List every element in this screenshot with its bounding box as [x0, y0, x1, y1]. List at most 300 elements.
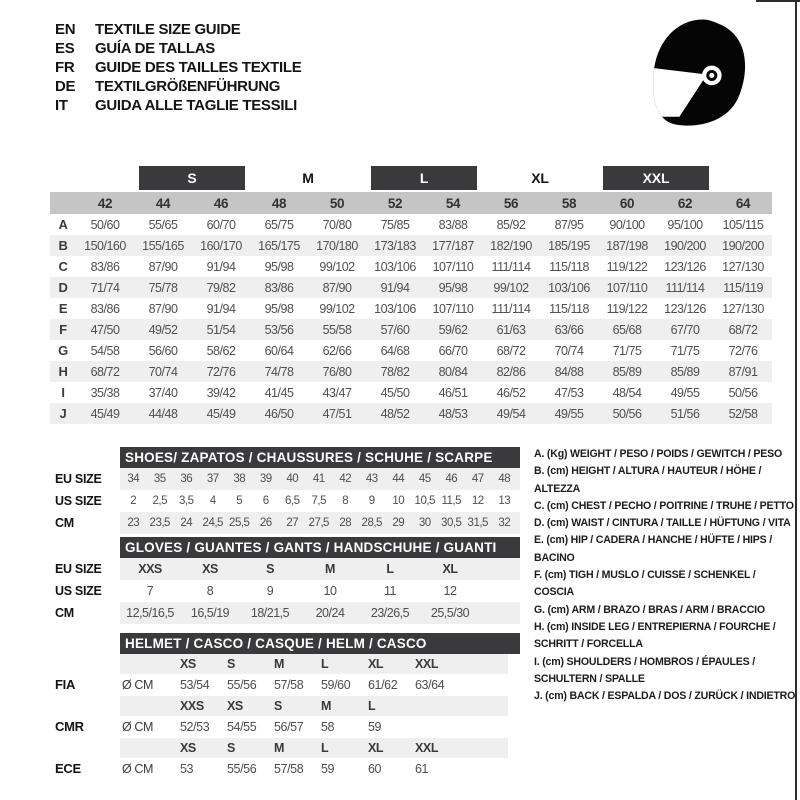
measurement-row [50, 403, 772, 424]
table-cell: 42 [339, 473, 352, 485]
table-cell: 127/130 [722, 301, 764, 316]
table-cell: 46/51 [438, 385, 468, 400]
table-cell: 107/110 [432, 259, 474, 274]
table-cell: 55/56 [227, 762, 257, 776]
measurement-row [50, 382, 772, 403]
table-cell: 44 [392, 473, 405, 485]
table-cell: 48/53 [438, 406, 468, 421]
table-cell: 123/126 [664, 301, 706, 316]
legend-entry: B. (cm) HEIGHT / ALTURA / HAUTEUR / HÖHE / ALTEZZA [534, 465, 762, 495]
table-cell: 16,5/19 [190, 606, 230, 620]
table-cell: 103/106 [548, 280, 590, 295]
table-cell: 65/68 [612, 322, 642, 337]
table-cell: 165/175 [258, 238, 300, 253]
row-letter: J [59, 406, 67, 421]
table-cell: 45/50 [380, 385, 410, 400]
language-code: ES [55, 40, 75, 57]
table-cell: 82/86 [496, 364, 526, 379]
table-cell: 43/47 [322, 385, 352, 400]
helmet-title: HELMET / CASCO / CASQUE / HELM / CASCO [125, 636, 427, 651]
table-cell: XL [442, 562, 458, 576]
measurement-row [50, 277, 772, 298]
table-cell: 59 [321, 762, 335, 776]
table-cell: 50/60 [90, 217, 120, 232]
gloves-cm-row [120, 602, 520, 624]
row-letter: B [58, 238, 68, 253]
shoes-eu-size-label: EU SIZE [55, 472, 102, 486]
legend-entry: C. (cm) CHEST / PECHO / POITRINE / TRUHE / PETTO [534, 499, 794, 512]
table-cell: 59 [368, 720, 382, 734]
table-cell: 54/55 [227, 720, 257, 734]
table-cell: 39 [259, 473, 272, 485]
table-cell: 35/38 [90, 385, 120, 400]
textile-size-table [50, 166, 772, 424]
size-number: 60 [619, 195, 635, 211]
gloves-title: GLOVES / GUANTES / GANTS / HANDSCHUHE / GUANTI [125, 540, 497, 555]
legend-entry: I. (cm) SHOULDERS / HOMBROS / ÉPAULES / SCHULTERN / SPALLE [534, 655, 755, 685]
table-cell: 95/98 [438, 280, 468, 295]
table-cell: 91/94 [206, 301, 236, 316]
measurement-row [50, 319, 772, 340]
table-cell: 11,5 [441, 495, 462, 507]
table-cell: 34 [127, 473, 140, 485]
table-cell: 170/180 [316, 238, 358, 253]
table-cell: M [325, 562, 335, 576]
row-letter: D [58, 280, 68, 295]
guide-title: TEXTILE SIZE GUIDE [95, 21, 241, 38]
table-cell: 53/56 [264, 322, 294, 337]
table-cell: 56/57 [274, 720, 304, 734]
row-letter: G [58, 343, 68, 358]
table-cell: 85/92 [496, 217, 526, 232]
table-cell: 23,5 [149, 517, 170, 529]
table-cell: 71/75 [670, 343, 700, 358]
table-cell: 38 [233, 473, 246, 485]
helmet-size-table [55, 654, 520, 780]
size-number: 54 [445, 195, 461, 211]
table-cell: 90/100 [609, 217, 645, 232]
standard-name: CMR [55, 719, 84, 734]
helmet-size-label: S [227, 657, 235, 671]
table-cell: 119/122 [606, 301, 648, 316]
table-cell: 9 [266, 584, 274, 598]
table-cell: 105/115 [722, 217, 764, 232]
table-cell: 28 [339, 517, 352, 529]
standard-name: ECE [55, 761, 81, 776]
size-number: 56 [503, 195, 519, 211]
table-cell: 31,5 [467, 517, 488, 529]
size-number: 52 [387, 195, 403, 211]
table-cell: 5 [236, 495, 243, 507]
table-cell: 61/63 [496, 322, 526, 337]
helmet-size-label: M [274, 657, 285, 671]
table-cell: 75/85 [380, 217, 410, 232]
row-letter: H [58, 364, 68, 379]
helmet-value-row [120, 674, 508, 696]
table-cell: 45 [418, 473, 431, 485]
table-cell: 83/86 [264, 280, 294, 295]
table-cell: 50/56 [728, 385, 758, 400]
table-cell: 59/60 [321, 678, 351, 692]
helmet-size-band [120, 696, 508, 716]
table-cell: 63/66 [554, 322, 584, 337]
helmet-size-band [120, 654, 508, 674]
table-cell: 12,5/16,5 [126, 606, 174, 620]
language-code: FR [55, 59, 75, 76]
table-cell: 25,5/30 [430, 606, 470, 620]
table-cell: 45/49 [206, 406, 236, 421]
guide-title: GUÍA DE TALLAS [95, 40, 215, 57]
table-cell: 61 [415, 762, 429, 776]
table-cell: 72/76 [728, 343, 758, 358]
language-code: DE [55, 78, 76, 95]
size-number: 48 [271, 195, 287, 211]
table-cell: XS [202, 562, 218, 576]
table-cell: 23 [127, 517, 140, 529]
table-cell: 29 [392, 517, 405, 529]
legend-entry: D. (cm) WAIST / CINTURA / TAILLE / HÜFTUNG / VITA [534, 517, 791, 530]
table-cell: L [386, 562, 394, 576]
legend-entry: A. (Kg) WEIGHT / PESO / POIDS / GEWITCH / PESO [534, 448, 783, 460]
table-cell: 185/195 [548, 238, 590, 253]
helmet-value-row [120, 716, 508, 738]
helmet-standard-block [55, 738, 520, 780]
standard-name: FIA [55, 677, 76, 692]
table-cell: 47/50 [90, 322, 120, 337]
table-cell: 4 [209, 495, 216, 507]
table-cell: 115/118 [549, 301, 589, 316]
table-cell: 187/198 [606, 238, 648, 253]
table-cell: 55/58 [322, 322, 352, 337]
table-cell: 36 [180, 473, 193, 485]
table-cell: 7,5 [311, 495, 326, 507]
table-cell: 177/187 [432, 238, 474, 253]
table-cell: 87/95 [554, 217, 584, 232]
helmet-size-label: M [321, 699, 332, 713]
table-cell: 85/89 [670, 364, 700, 379]
gloves-us-size-label: US SIZE [55, 584, 102, 598]
table-cell: 87/90 [148, 301, 178, 316]
helmet-size-label: L [368, 699, 376, 713]
table-cell: 83/88 [438, 217, 468, 232]
gloves-cm-label: CM [55, 606, 74, 620]
shoes-title: SHOES/ ZAPATOS / CHAUSSURES / SCHUHE / SCARPE [125, 450, 493, 465]
table-cell: 51/56 [670, 406, 700, 421]
table-cell: 10,5 [414, 495, 435, 507]
gloves-eu-size-label: EU SIZE [55, 562, 102, 576]
helmet-size-label: L [321, 657, 329, 671]
table-cell: 103/106 [374, 259, 416, 274]
diameter-cm-label: Ø CM [122, 720, 154, 734]
table-cell: 49/55 [670, 385, 700, 400]
table-cell: 79/82 [206, 280, 236, 295]
table-cell: 76/80 [322, 364, 352, 379]
table-cell: 85/89 [612, 364, 642, 379]
table-cell: S [266, 562, 274, 576]
table-cell: 70/74 [148, 364, 178, 379]
table-cell: 66/70 [438, 343, 468, 358]
table-cell: 48/54 [612, 385, 642, 400]
table-cell: 59/62 [438, 322, 468, 337]
shoes-eu-row [120, 468, 520, 490]
measurement-row [50, 298, 772, 319]
helmet-header-bar [120, 633, 520, 654]
table-cell: 58 [321, 720, 335, 734]
table-cell: 87/90 [322, 280, 352, 295]
table-cell: 30 [418, 517, 431, 529]
table-cell: 67/70 [670, 322, 700, 337]
helmet-size-label: XXL [415, 741, 439, 755]
table-cell: 47 [471, 473, 484, 485]
table-cell: 62/66 [322, 343, 352, 358]
table-cell: 64/68 [380, 343, 410, 358]
table-cell: 83/86 [90, 301, 120, 316]
table-cell: 11 [384, 584, 396, 598]
helmet-size-band [120, 738, 508, 758]
table-cell: 12 [443, 584, 457, 598]
table-cell: 83/86 [90, 259, 120, 274]
table-cell: 49/54 [496, 406, 526, 421]
table-cell: 65/75 [264, 217, 294, 232]
table-cell: 52/53 [180, 720, 210, 734]
size-group-xl: XL [531, 170, 549, 186]
helmet-size-label: XS [180, 657, 196, 671]
table-cell: 2 [130, 495, 137, 507]
table-cell: 127/130 [722, 259, 764, 274]
table-cell: 51/54 [206, 322, 236, 337]
table-cell: 23/26,5 [370, 606, 410, 620]
table-cell: 63/64 [415, 678, 445, 692]
helmet-size-label: XS [180, 741, 196, 755]
table-cell: 190/200 [722, 238, 764, 253]
table-cell: 6 [262, 495, 269, 507]
language-code: IT [55, 97, 68, 114]
size-number: 50 [329, 195, 345, 211]
table-cell: 60/64 [264, 343, 294, 358]
table-cell: 56/60 [148, 343, 178, 358]
table-cell: 3,5 [179, 495, 194, 507]
table-cell: 28,5 [361, 517, 382, 529]
table-cell: 44/48 [148, 406, 178, 421]
table-cell: 54/58 [90, 343, 120, 358]
table-cell: 71/74 [90, 280, 120, 295]
table-cell: 68/72 [90, 364, 120, 379]
measurement-row [50, 235, 772, 256]
table-cell: 39/42 [206, 385, 236, 400]
table-cell: 115/119 [723, 280, 763, 295]
table-cell: 99/102 [319, 301, 355, 316]
table-cell: 87/91 [728, 364, 758, 379]
table-cell: XXS [138, 562, 162, 576]
table-cell: 46/52 [496, 385, 526, 400]
page-edge-top-line [756, 0, 800, 2]
language-row [55, 39, 301, 58]
table-cell: 182/190 [490, 238, 532, 253]
size-number: 46 [213, 195, 229, 211]
helmet-size-label: XL [368, 657, 384, 671]
table-cell: 78/82 [380, 364, 410, 379]
legend-entry: G. (cm) ARM / BRAZO / BRAS / ARM / BRACCIO [534, 603, 765, 616]
language-list [55, 20, 301, 115]
table-cell: 24,5 [202, 517, 223, 529]
table-cell: 20/24 [315, 606, 345, 620]
size-number: 58 [561, 195, 577, 211]
table-cell: 40 [286, 473, 299, 485]
table-cell: 26 [259, 517, 272, 529]
table-cell: 52/58 [728, 406, 758, 421]
shoes-us-row [120, 490, 520, 512]
table-cell: 173/183 [374, 238, 416, 253]
helmet-size-label: XS [227, 699, 243, 713]
table-cell: 30,5 [441, 517, 462, 529]
legend-entry: F. (cm) TIGH / MUSLO / CUISSE / SCHENKEL / COSCIA [534, 569, 756, 599]
helmet-size-label: L [321, 741, 329, 755]
gloves-us-row [120, 580, 520, 602]
table-cell: 27 [286, 517, 299, 529]
language-header [55, 20, 301, 115]
diameter-cm-label: Ø CM [122, 762, 154, 776]
table-cell: 74/78 [264, 364, 294, 379]
table-cell: 10 [392, 495, 405, 507]
table-cell: 10 [323, 584, 337, 598]
table-cell: 49/52 [148, 322, 178, 337]
table-cell: 111/114 [491, 301, 531, 316]
table-cell: 107/110 [606, 280, 648, 295]
size-group-xxl: XXL [603, 166, 709, 190]
racing-helmet-icon [646, 15, 756, 130]
helmet-standard-block [55, 654, 520, 696]
table-cell: 7 [146, 584, 154, 598]
table-cell: 70/80 [322, 217, 352, 232]
row-letter: C [58, 259, 68, 274]
table-cell: 123/126 [664, 259, 706, 274]
table-cell: 68/72 [496, 343, 526, 358]
table-cell: 95/98 [264, 301, 294, 316]
table-cell: 55/56 [227, 678, 257, 692]
table-cell: 58/62 [206, 343, 236, 358]
table-cell: 160/170 [200, 238, 242, 253]
table-cell: 9 [368, 495, 375, 507]
guide-title: GUIDE DES TAILLES TEXTILE [95, 59, 302, 76]
table-cell: 80/84 [438, 364, 468, 379]
helmet-size-label: S [227, 741, 235, 755]
table-cell: 46/50 [264, 406, 294, 421]
table-cell: 150/160 [84, 238, 126, 253]
row-letter: F [59, 322, 67, 337]
table-cell: 95/100 [667, 217, 703, 232]
size-number: 44 [155, 195, 171, 211]
table-cell: 99/102 [493, 280, 529, 295]
helmet-size-label: XXL [415, 657, 439, 671]
table-cell: 57/60 [380, 322, 410, 337]
table-cell: 46 [445, 473, 458, 485]
table-cell: 95/98 [264, 259, 294, 274]
measurement-row [50, 256, 772, 277]
size-number: 42 [97, 195, 113, 211]
table-cell: 91/94 [380, 280, 410, 295]
language-row [55, 77, 301, 96]
table-cell: 60/70 [206, 217, 236, 232]
table-cell: 41/45 [264, 385, 294, 400]
helmet-standard-block [55, 696, 520, 738]
table-cell: 12 [471, 495, 484, 507]
measurement-rows [50, 214, 772, 424]
shoes-us-size-label: US SIZE [55, 494, 102, 508]
table-cell: 190/200 [664, 238, 706, 253]
row-letter: E [58, 301, 68, 316]
helmet-size-label: XL [368, 741, 384, 755]
gloves-eu-row [120, 558, 520, 580]
table-cell: 37 [206, 473, 219, 485]
table-cell: 50/56 [612, 406, 642, 421]
table-cell: 155/165 [142, 238, 184, 253]
table-cell: 8 [206, 584, 214, 598]
table-cell: 8 [342, 495, 349, 507]
legend-entry: H. (cm) INSIDE LEG / ENTREPIERNA / FOURCHE / SCHRITT / FORCELLA [534, 620, 776, 651]
table-cell: 47/51 [322, 406, 352, 421]
row-letter: I [61, 385, 65, 400]
table-cell: 18/21,5 [250, 606, 290, 620]
table-cell: 35 [153, 473, 166, 485]
table-cell: 87/90 [148, 259, 178, 274]
table-cell: 61/62 [368, 678, 398, 692]
table-cell: 6,5 [285, 495, 300, 507]
helmet-value-row [120, 758, 508, 780]
table-cell: 91/94 [206, 259, 236, 274]
table-cell: 115/118 [549, 259, 589, 274]
table-cell: 68/72 [728, 322, 758, 337]
row-letter: A [58, 217, 68, 232]
table-cell: 32 [498, 517, 511, 529]
table-cell: 24 [180, 517, 193, 529]
table-cell: 103/106 [374, 301, 416, 316]
table-cell: 49/55 [554, 406, 584, 421]
table-cell: 53/54 [180, 678, 210, 692]
table-cell: 57/58 [274, 678, 304, 692]
gloves-header-bar [120, 537, 520, 558]
table-cell: 27,5 [308, 517, 329, 529]
table-cell: 41 [312, 473, 325, 485]
table-cell: 37/40 [148, 385, 178, 400]
table-cell: 99/102 [319, 259, 355, 274]
language-row [55, 20, 301, 39]
size-number-row [50, 192, 772, 214]
guide-title: TEXTILGRÖßENFÜHRUNG [95, 78, 281, 95]
table-cell: 75/78 [148, 280, 178, 295]
measurement-row [50, 340, 772, 361]
table-cell: 57/58 [274, 762, 304, 776]
legend-entry: J. (cm) BACK / ESPALDA / DOS / ZURÜCK / INDIETRO [534, 690, 796, 703]
table-cell: 71/75 [612, 343, 642, 358]
size-number: 62 [677, 195, 693, 211]
shoes-header-bar [120, 447, 520, 468]
table-cell: 60 [368, 762, 382, 776]
size-group-row [50, 166, 772, 190]
measurement-legend [534, 446, 796, 705]
table-cell: 25,5 [229, 517, 250, 529]
table-cell: 70/74 [554, 343, 584, 358]
table-cell: 84/88 [554, 364, 584, 379]
table-cell: 48 [498, 473, 511, 485]
helmet-size-label: S [274, 699, 282, 713]
shoes-cm-row [120, 512, 520, 534]
shoes-cm-label: CM [55, 516, 74, 530]
size-group-l: L [371, 166, 477, 190]
table-cell: 48/52 [380, 406, 410, 421]
table-cell: 53 [180, 762, 194, 776]
language-row [55, 96, 301, 115]
measurement-row [50, 214, 772, 235]
